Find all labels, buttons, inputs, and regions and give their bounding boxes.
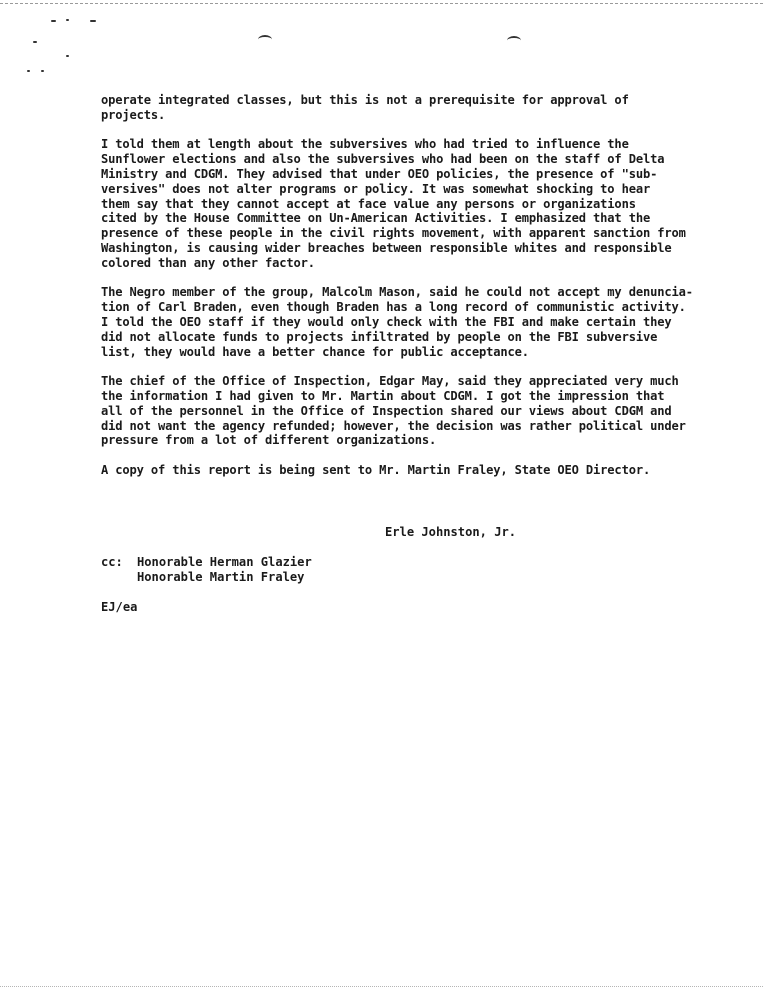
scan-bottom-edge [0,986,763,987]
letter-body [101,93,731,493]
paragraph: The chief of the Office of Inspection, Edgar May, said they appreciated very much the information I had given to Mr. Martin about CDGM. I got the impression that all of the personnel in the Office of Inspection shared our views about CDGM and did not want the agency refunded; however, the decision was rather political under pressure from a lot of different organizations. [101,374,686,448]
cc-recipient: Honorable Herman Glazier [137,555,312,569]
cc-row [101,570,312,585]
staple-mark [507,36,521,45]
scan-top-edge [0,3,763,4]
scan-speck [27,70,30,72]
signature: Erle Johnston, Jr. [385,525,517,539]
scan-speck [90,20,96,22]
scan-speck [66,19,69,21]
staple-mark [258,35,272,44]
cc-list [101,555,312,585]
scan-speck [66,55,69,57]
cc-label: cc: [101,555,123,569]
typist-initials: EJ/ea [101,600,138,614]
cc-row [101,555,312,570]
paragraph: operate integrated classes, but this is not a prerequisite for approval of projects. [101,93,629,122]
scan-speck [41,70,44,72]
paragraph: A copy of this report is being sent to Mr. Martin Fraley, State OEO Director. [101,462,651,477]
paragraph: The Negro member of the group, Malcolm Mason, said he could not accept my denuncia- tion of Carl Braden, even though Braden has a long record of communistic activity. I told the OEO staff if they would only check with the FBI and make certain they did not allocate funds to projects infiltrated by people on the FBI subversive list, they would have a better chance for public acceptance. [101,285,693,359]
cc-recipient: Honorable Martin Fraley [137,570,305,584]
scan-speck [51,20,56,22]
scan-speck [33,41,37,43]
paragraph: I told them at length about the subversives who had tried to influence the Sunflower elections and also the subversives who had been on the staff of Delta Ministry and CDGM. They advised that under OEO policies, the presence of "sub- versives" does not alter programs or policy. It was somewhat shocking to hear them say that they cannot accept at face value any persons or organizations cited by the House Committee on Un-American Activities. I emphasized that the presence of these people in the civil rights movement, with apparent sanction from Washington, is causing wider breaches between responsible whites and responsible colored than any other factor. [101,137,686,270]
